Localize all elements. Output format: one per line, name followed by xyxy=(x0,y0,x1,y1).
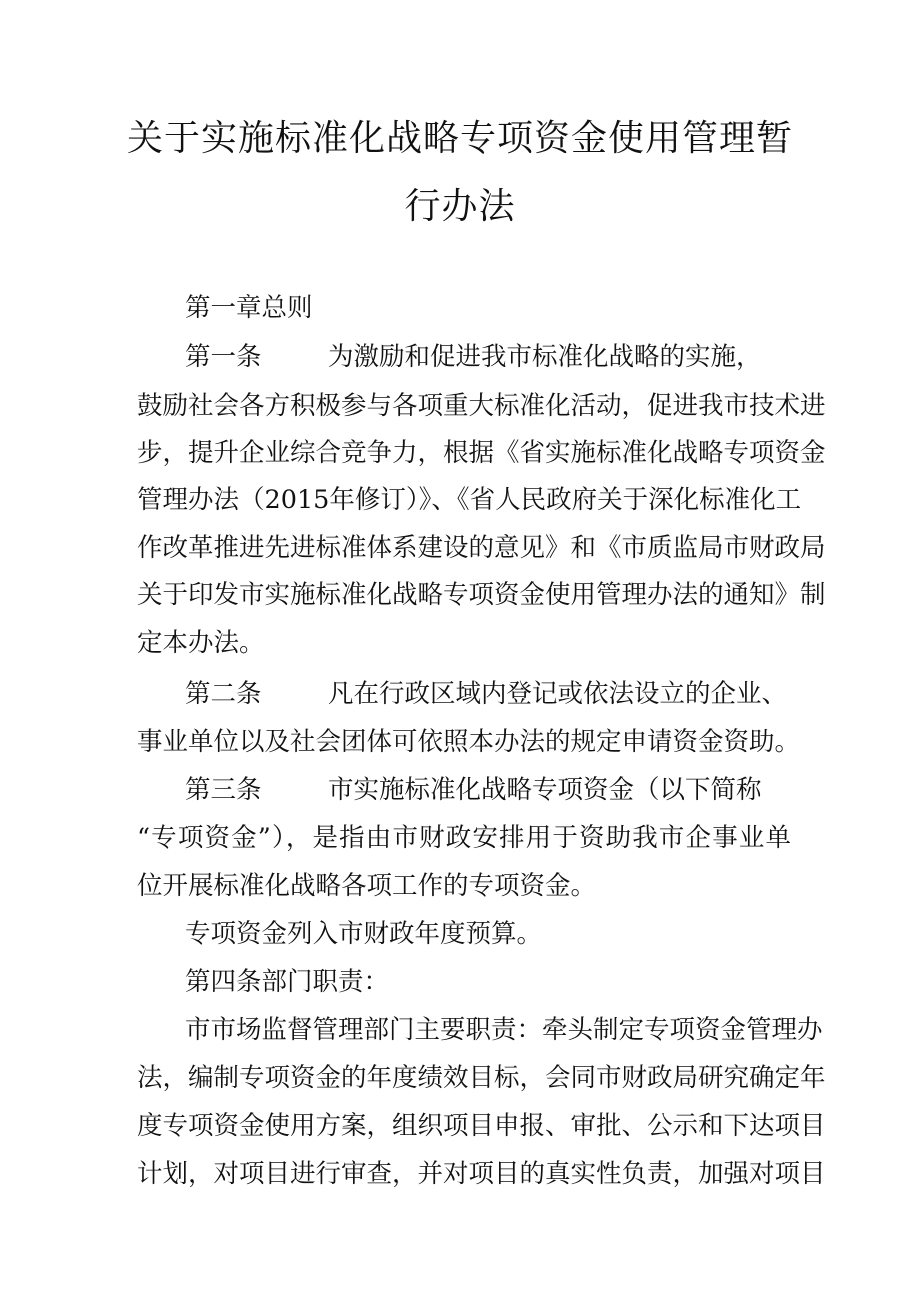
duties-line: 市市场监督管理部门主要职责：牵头制定专项资金管理办 xyxy=(185,1015,823,1045)
article-3-line: 位开展标准化战略各项工作的专项资金。 xyxy=(137,871,597,901)
duties-line: 计划，对项目进行审查，并对项目的真实性负责，加强对项目 xyxy=(137,1159,826,1189)
article-1-line: 关于印发市实施标准化战略专项资金使用管理办法的通知》制 xyxy=(137,580,826,610)
article-1-line: 作改革推进先进标准体系建设的意见》和《市质监局市财政局 xyxy=(137,533,826,563)
article-1-line: 鼓励社会各方积极参与各项重大标准化活动，促进我市技术进 xyxy=(137,391,826,421)
article-3-first-line xyxy=(185,775,762,805)
duties-line: 法，编制专项资金的年度绩效目标，会同市财政局研究确定年 xyxy=(137,1063,826,1093)
article-2-text: 凡在行政区域内登记或依法设立的企业、 xyxy=(328,679,788,709)
duties-line: 度专项资金使用方案，组织项目申报、审批、公示和下达项目 xyxy=(137,1111,826,1141)
article-2-line: 事业单位以及社会团体可依照本办法的规定申请资金资助。 xyxy=(137,727,801,757)
article-3-text: 市实施标准化战略专项资金（以下简称 xyxy=(328,775,762,805)
article-4-heading: 第四条部门职责： xyxy=(185,967,390,997)
chapter-heading: 第一章总则 xyxy=(185,293,313,323)
document-title-line-2: 行办法 xyxy=(404,186,516,227)
article-2-label: 第二条 xyxy=(185,679,262,709)
article-1-line: 定本办法。 xyxy=(137,628,265,658)
article-1-line: 步，提升企业综合竞争力，根据《省实施标准化战略专项资金 xyxy=(137,438,826,468)
article-3-label: 第三条 xyxy=(185,775,262,805)
article-1-line: 管理办法（2015年修订）》、《省人民政府关于深化标准化工 xyxy=(137,485,802,515)
budget-paragraph: 专项资金列入市财政年度预算。 xyxy=(185,919,543,949)
article-1-text: 为激励和促进我市标准化战略的实施， xyxy=(328,342,762,372)
document-title-line-1: 关于实施标准化战略专项资金使用管理暂 xyxy=(126,118,793,159)
article-1-first-line xyxy=(185,342,762,372)
article-1-label: 第一条 xyxy=(185,342,262,372)
article-3-line: “专项资金”），是指由市财政安排用于资助我市企事业单 xyxy=(137,823,791,853)
article-2-first-line xyxy=(185,679,788,709)
